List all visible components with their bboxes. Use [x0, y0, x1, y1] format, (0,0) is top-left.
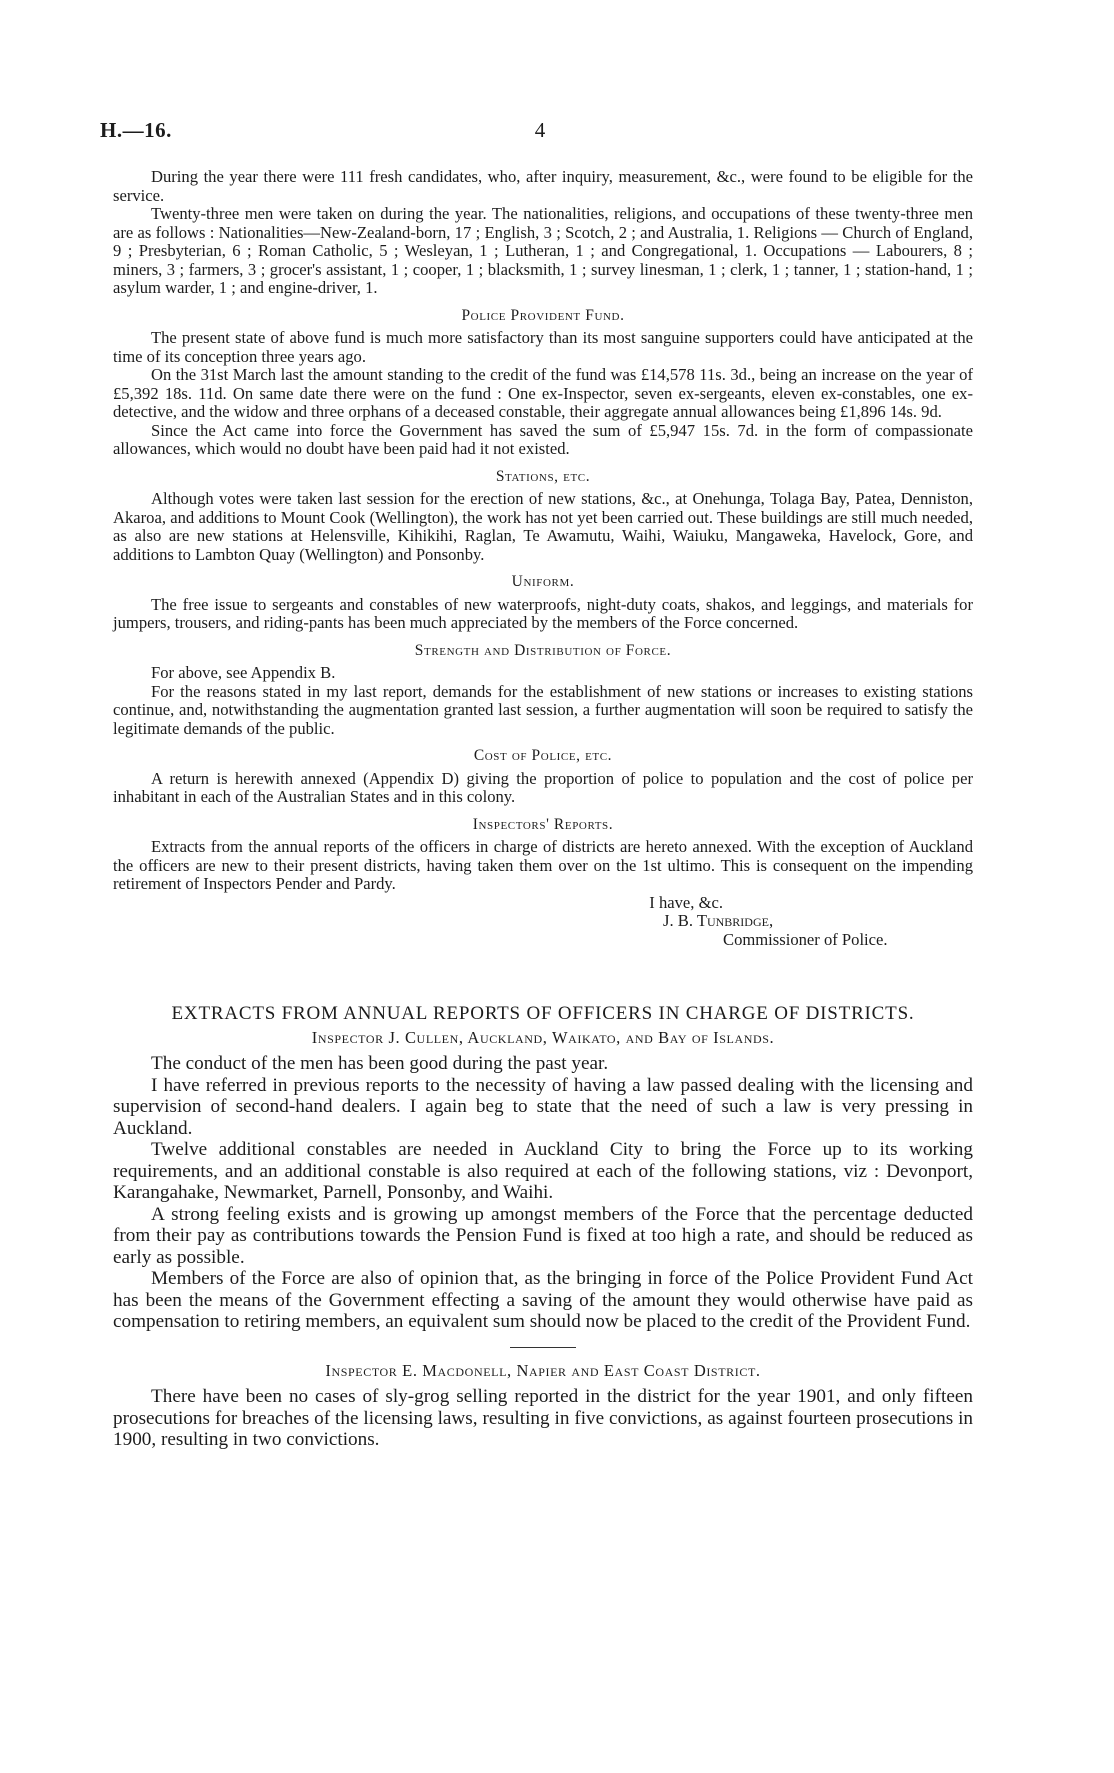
subheading-inspector-macdonell: Inspector E. Macdonell, Napier and East Coast District. — [325, 1360, 761, 1380]
intro-paragraph-1: During the year there were 111 fresh candidates, who, after inquiry, measurement, &c., were found to be eligible for the service. — [113, 167, 973, 205]
cost-paragraph-1: A return is herewith annexed (Appendix D) giving the proportion of police to population and the cost of police per inhabitant in each of the Australian States and in this colony. — [113, 768, 973, 806]
intro-paragraph-2: Twenty-three men were taken on during the year. The nationalities, religions, and occupations of these twenty-three men are as follows : Nationalities—New-Zealand-born, 17 ; English, 3 ; Scotch, 2 ; and Australia, 1. Religions — Church of England, 9 ; Presbyterian, 6 ; Roman Catholic, 5 ; Wesleyan, 1 ; Lutheran, 1 ; and Congregational, 1. Occupations — Labourers, 8 ; miners, 3 ; farmers, 3 ; grocer's assistant, 1 ; cooper, 1 ; blacksmith, 1 ; survey linesman, 1 ; clerk, 1 ; tanner, 1 ; station-hand, 1 ; asylum warder, 1 ; and engine-driver, 1. — [113, 204, 973, 297]
section-heading-inspectors-reports: Inspectors' Reports. — [472, 815, 614, 833]
signoff-closing: I have, &c. — [649, 892, 723, 912]
uniform-paragraph-1: The free issue to sergeants and constables of new waterproofs, night-duty coats, shakos, and leggings, and materials for jumpers, trousers, and riding-pants has been much appreciated by the members of the Force concerned. — [113, 594, 973, 632]
provident-paragraph-1: The present state of above fund is much more satisfactory than its most sanguine supporters could have anticipated at the time of its conception three years ago. — [113, 328, 973, 366]
extracts-section — [113, 1003, 973, 1451]
document-reference: H.—16. — [100, 118, 172, 142]
cullen-paragraph-4: A strong feeling exists and is growing up amongst members of the Force that the percentage deducted from their pay as contributions towards the Pension Fund is fixed at too high a rate, and should be reduced as early as possible. — [113, 1203, 973, 1268]
section-heading-provident-fund: Police Provident Fund. — [461, 306, 625, 324]
section-divider-rule — [510, 1347, 576, 1348]
macdonell-paragraph-1: There have been no cases of sly-grog selling reported in the district for the year 1901, and only fifteen prosecutions for breaches of the licensing laws, resulting in five convictions, as against fourteen prosecutions in 1900, resulting in two convictions. — [113, 1386, 973, 1450]
provident-paragraph-3: Since the Act came into force the Government has saved the sum of £5,947 15s. 7d. in the form of compassionate allowances, which would no doubt have been paid had it not existed. — [113, 420, 973, 458]
signoff-title: Commissioner of Police. — [723, 929, 888, 949]
cullen-paragraph-1: The conduct of the men has been good during the past year. — [151, 1053, 609, 1074]
strength-paragraph-1: For above, see Appendix B. — [151, 663, 336, 682]
section-heading-cost: Cost of Police, etc. — [473, 747, 613, 764]
strength-paragraph-2: For the reasons stated in my last report, demands for the establishment of new stations or increases to existing stations continue, and, notwithstanding the augmentation granted last session, a further augmentation will soon be required to satisfy the legitimate demands of the public. — [113, 681, 973, 738]
subheading-inspector-cullen: Inspector J. Cullen, Auckland, Waikato, and Bay of Islands. — [311, 1027, 775, 1047]
page-header — [100, 118, 980, 148]
section-heading-strength: Strength and Distribution of Force. — [414, 641, 672, 659]
report-body — [113, 168, 973, 1451]
page-number: 4 — [534, 118, 546, 142]
cullen-paragraph-5: Members of the Force are also of opinion that, as the bringing in force of the Police Provident Fund Act has been the means of the Government effecting a saving of the amount they would otherwise have paid as compensation to retiring members, an equivalent sum should now be placed to the credit of the Provident Fund. — [113, 1268, 973, 1332]
extracts-heading: EXTRACTS FROM ANNUAL REPORTS OF OFFICERS IN CHARGE OF DISTRICTS. — [171, 1003, 915, 1024]
section-heading-uniform: Uniform. — [511, 573, 575, 590]
cullen-paragraph-3: Twelve additional constables are needed in Auckland City to bring the Force up to its working requirements, and an additional constable is also required at each of the following stations, viz : Devonport, Karangahake, Newmarket, Parnell, Ponsonby, and Waihi. — [113, 1139, 973, 1203]
provident-paragraph-2: On the 31st March last the amount standing to the credit of the fund was £14,578 11s. 3d., being an increase on the year of £5,392 18s. 11d. On same date there were on the fund : One ex-Inspector, seven ex-sergeants, eleven ex-constables, one ex-detective, and the widow and three orphans of a deceased constable, their aggregate annual allowances being £1,896 14s. 9d. — [113, 365, 973, 421]
signoff-name: J. B. Tunbridge, — [663, 911, 774, 930]
section-gap — [113, 949, 973, 993]
section-heading-stations: Stations, etc. — [495, 467, 591, 485]
stations-paragraph-1: Although votes were taken last session for the erection of new stations, &c., at Onehunga, Tolaga Bay, Patea, Denniston, Akaroa, and additions to Mount Cook (Wellington), the work has not yet been carried out. These buildings are still much needed, as also are new stations at Helensville, Kihikihi, Raglan, Te Awamutu, Waihi, Waiuku, Mangaweka, Havelock, Gore, and additions to Lambton Quay (Wellington) and Ponsonby. — [113, 489, 973, 564]
inspectors-paragraph-1: Extracts from the annual reports of the officers in charge of districts are hereto annexed. With the exception of Auckland the officers are new to their present districts, having taken them over on the 1st ultimo. This is consequent on the impending retirement of Inspectors Pender and Pardy. — [113, 837, 973, 893]
cullen-paragraph-2: I have referred in previous reports to the necessity of having a law passed dealing with the licensing and supervision of second-hand dealers. I again beg to state that the need of such a law is very pressing in Auckland. — [113, 1074, 973, 1139]
